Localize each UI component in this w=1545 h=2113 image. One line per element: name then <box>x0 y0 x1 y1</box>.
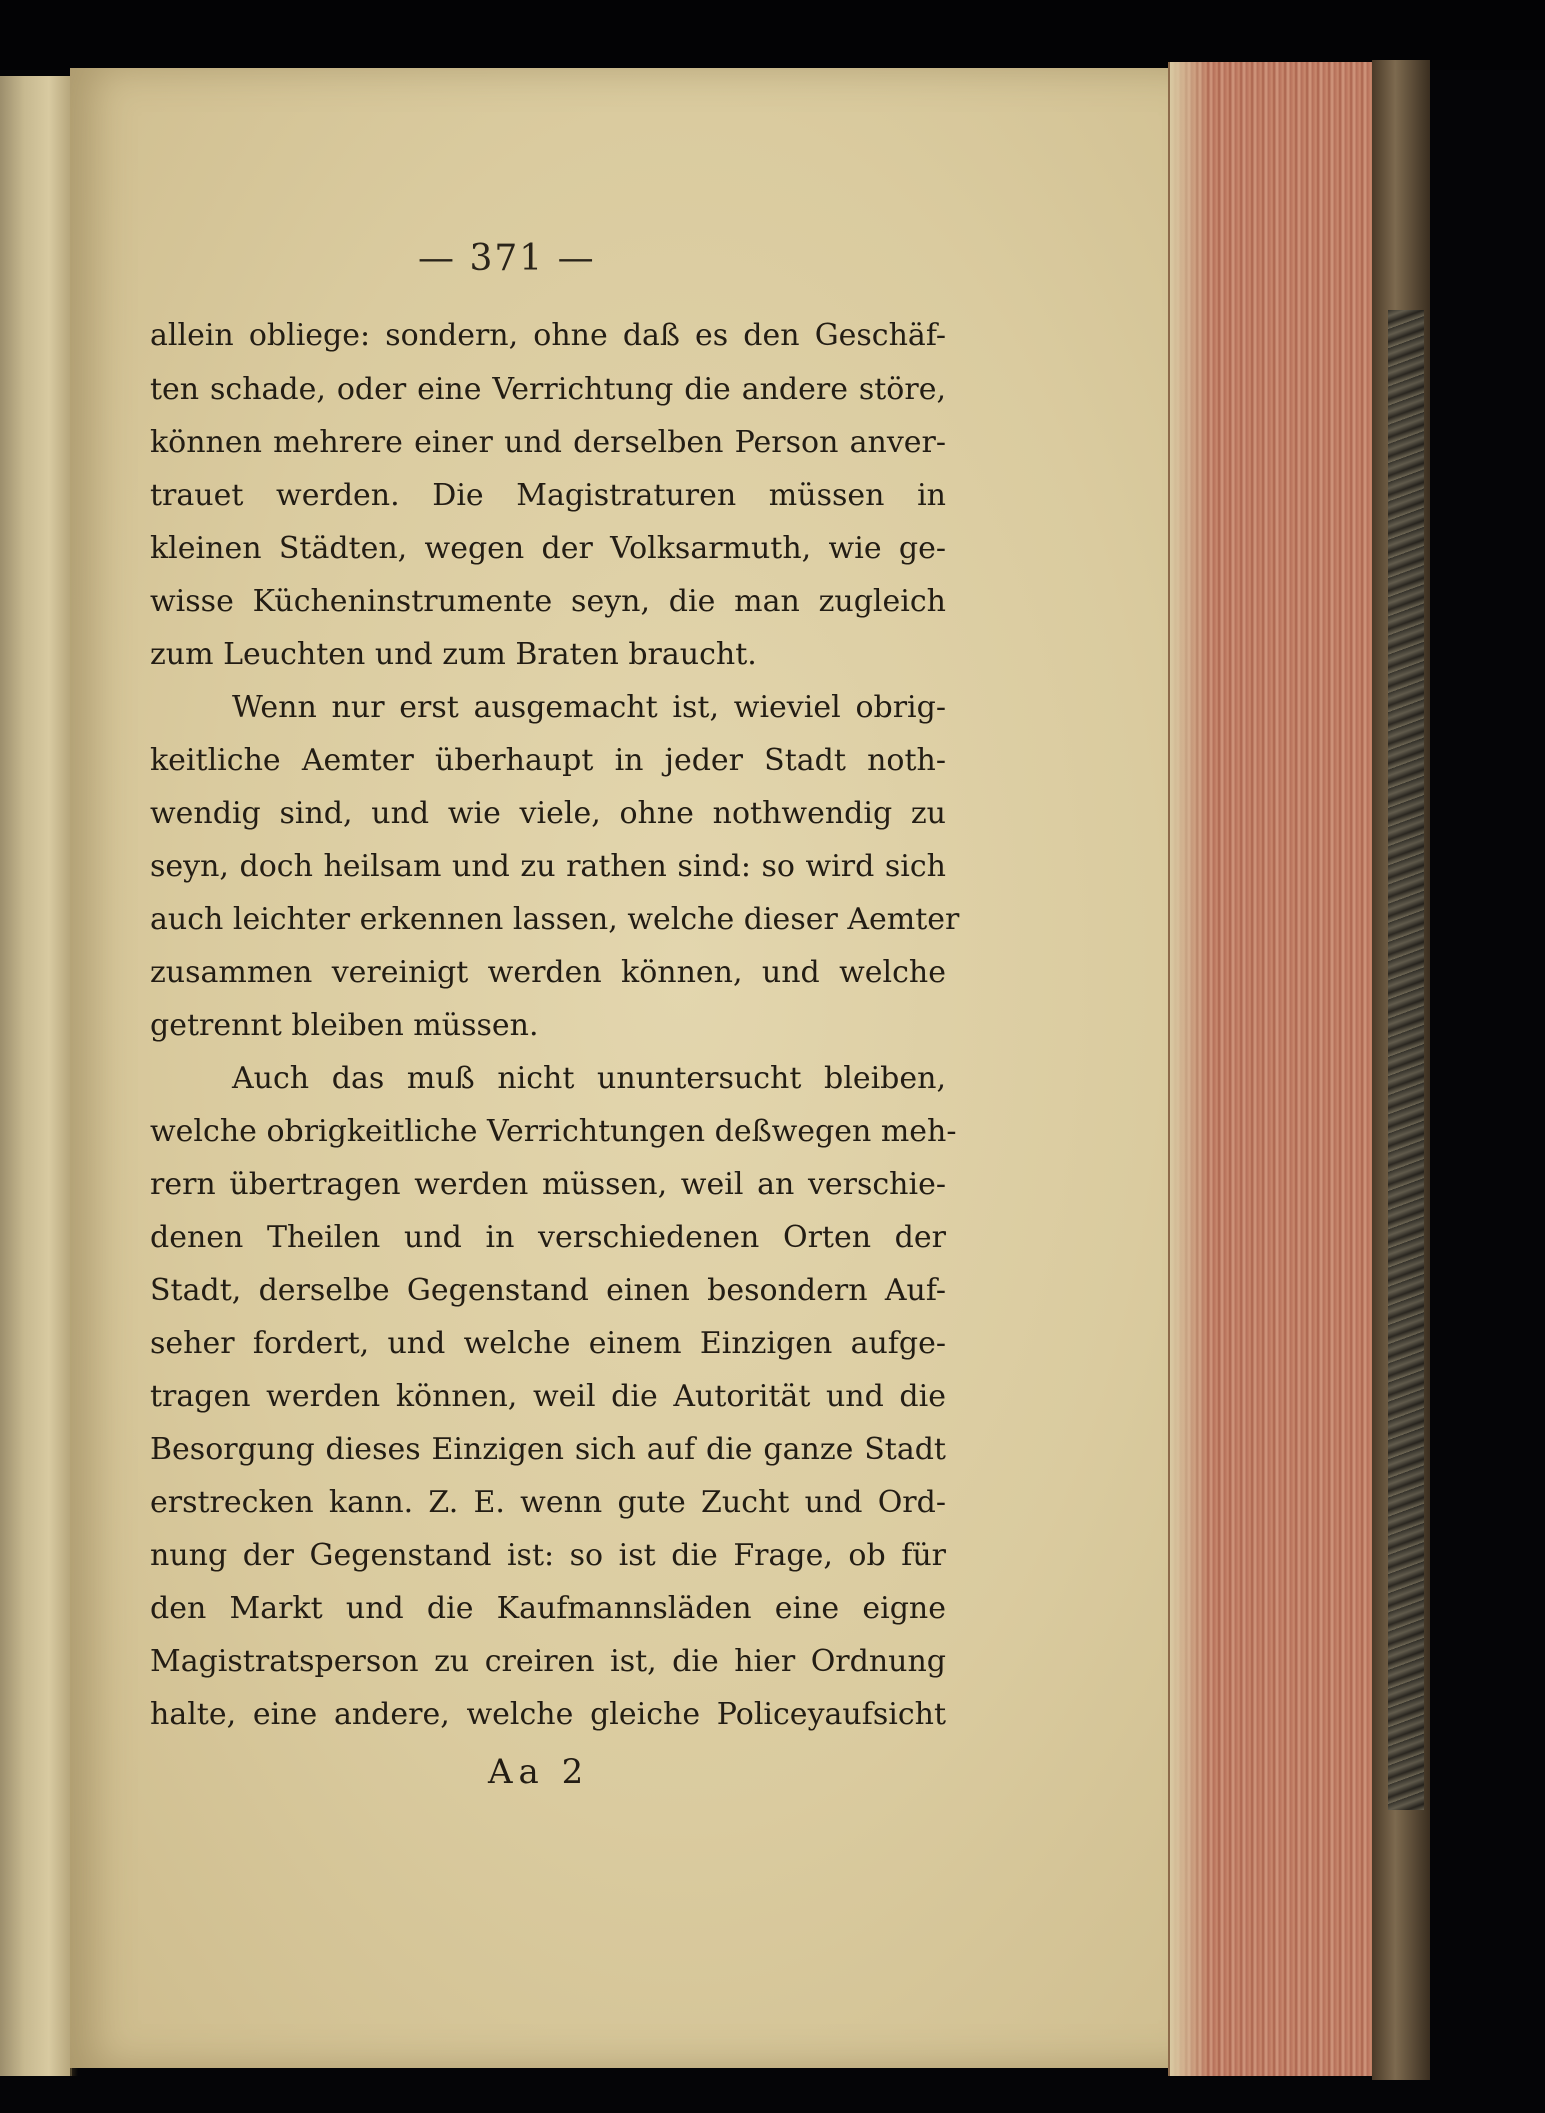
text-line: zum Leuchten und zum Braten braucht. <box>150 637 757 672</box>
text-line: ten schade, oder eine Verrichtung die andere störe, <box>150 372 946 407</box>
text-line: kleinen Städten, wegen der Volksarmuth, wie ge- <box>150 531 946 566</box>
text-line: allein obliege: sondern, ohne daß es den Geschäf- <box>150 318 946 353</box>
text-line: wisse Kücheninstrumente seyn, die man zugleich <box>150 584 946 619</box>
text-line: Stadt, derselbe Gegenstand einen besondern Auf- <box>150 1273 946 1308</box>
page-header: — 371 — <box>418 238 596 279</box>
signature-mark: Aa 2 <box>488 1752 590 1792</box>
page-fore-edge <box>1168 62 1390 2076</box>
background-top <box>0 0 1545 70</box>
text-line: rern übertragen werden müssen, weil an verschie- <box>150 1167 946 1202</box>
facing-page-edge <box>0 76 72 2076</box>
text-line: Magistratsperson zu creiren ist, die hier Ordnung <box>150 1644 946 1679</box>
text-line: können mehrere einer und derselben Person anver- <box>150 425 946 460</box>
text-line: Besorgung dieses Einzigen sich auf die ganze Stadt <box>150 1432 946 1467</box>
text-line: denen Theilen und in verschiedenen Orten der <box>150 1220 946 1255</box>
text-line: Wenn nur erst ausgemacht ist, wieviel obrig- <box>232 690 946 725</box>
text-line: seher fordert, und welche einem Einzigen aufge- <box>150 1326 946 1361</box>
text-line: auch leichter erkennen lassen, welche dieser Aemter <box>150 902 960 937</box>
marbled-cover <box>1388 310 1424 1810</box>
text-line: erstrecken kann. Z. E. wenn gute Zucht und Ord- <box>150 1485 946 1520</box>
text-line: getrennt bleiben müssen. <box>150 1008 539 1043</box>
text-line: zusammen vereinigt werden können, und welche <box>150 955 946 990</box>
text-line: Auch das muß nicht ununtersucht bleiben, <box>232 1061 946 1096</box>
text-line: halte, eine andere, welche gleiche Policeyaufsicht <box>150 1697 946 1732</box>
text-line: seyn, doch heilsam und zu rathen sind: so wird sich <box>150 849 946 884</box>
text-line: tragen werden können, weil die Autorität und die <box>150 1379 946 1414</box>
text-line: den Markt und die Kaufmannsläden eine eigne <box>150 1591 946 1626</box>
text-line: welche obrigkeitliche Verrichtungen deßwegen meh- <box>150 1114 957 1149</box>
text-line: trauet werden. Die Magistraturen müssen in <box>150 478 946 513</box>
text-line: wendig sind, und wie viele, ohne nothwendig zu <box>150 796 946 831</box>
text-line: nung der Gegenstand ist: so ist die Frage, ob für <box>150 1538 946 1573</box>
text-line: keitliche Aemter überhaupt in jeder Stadt noth- <box>150 743 946 778</box>
